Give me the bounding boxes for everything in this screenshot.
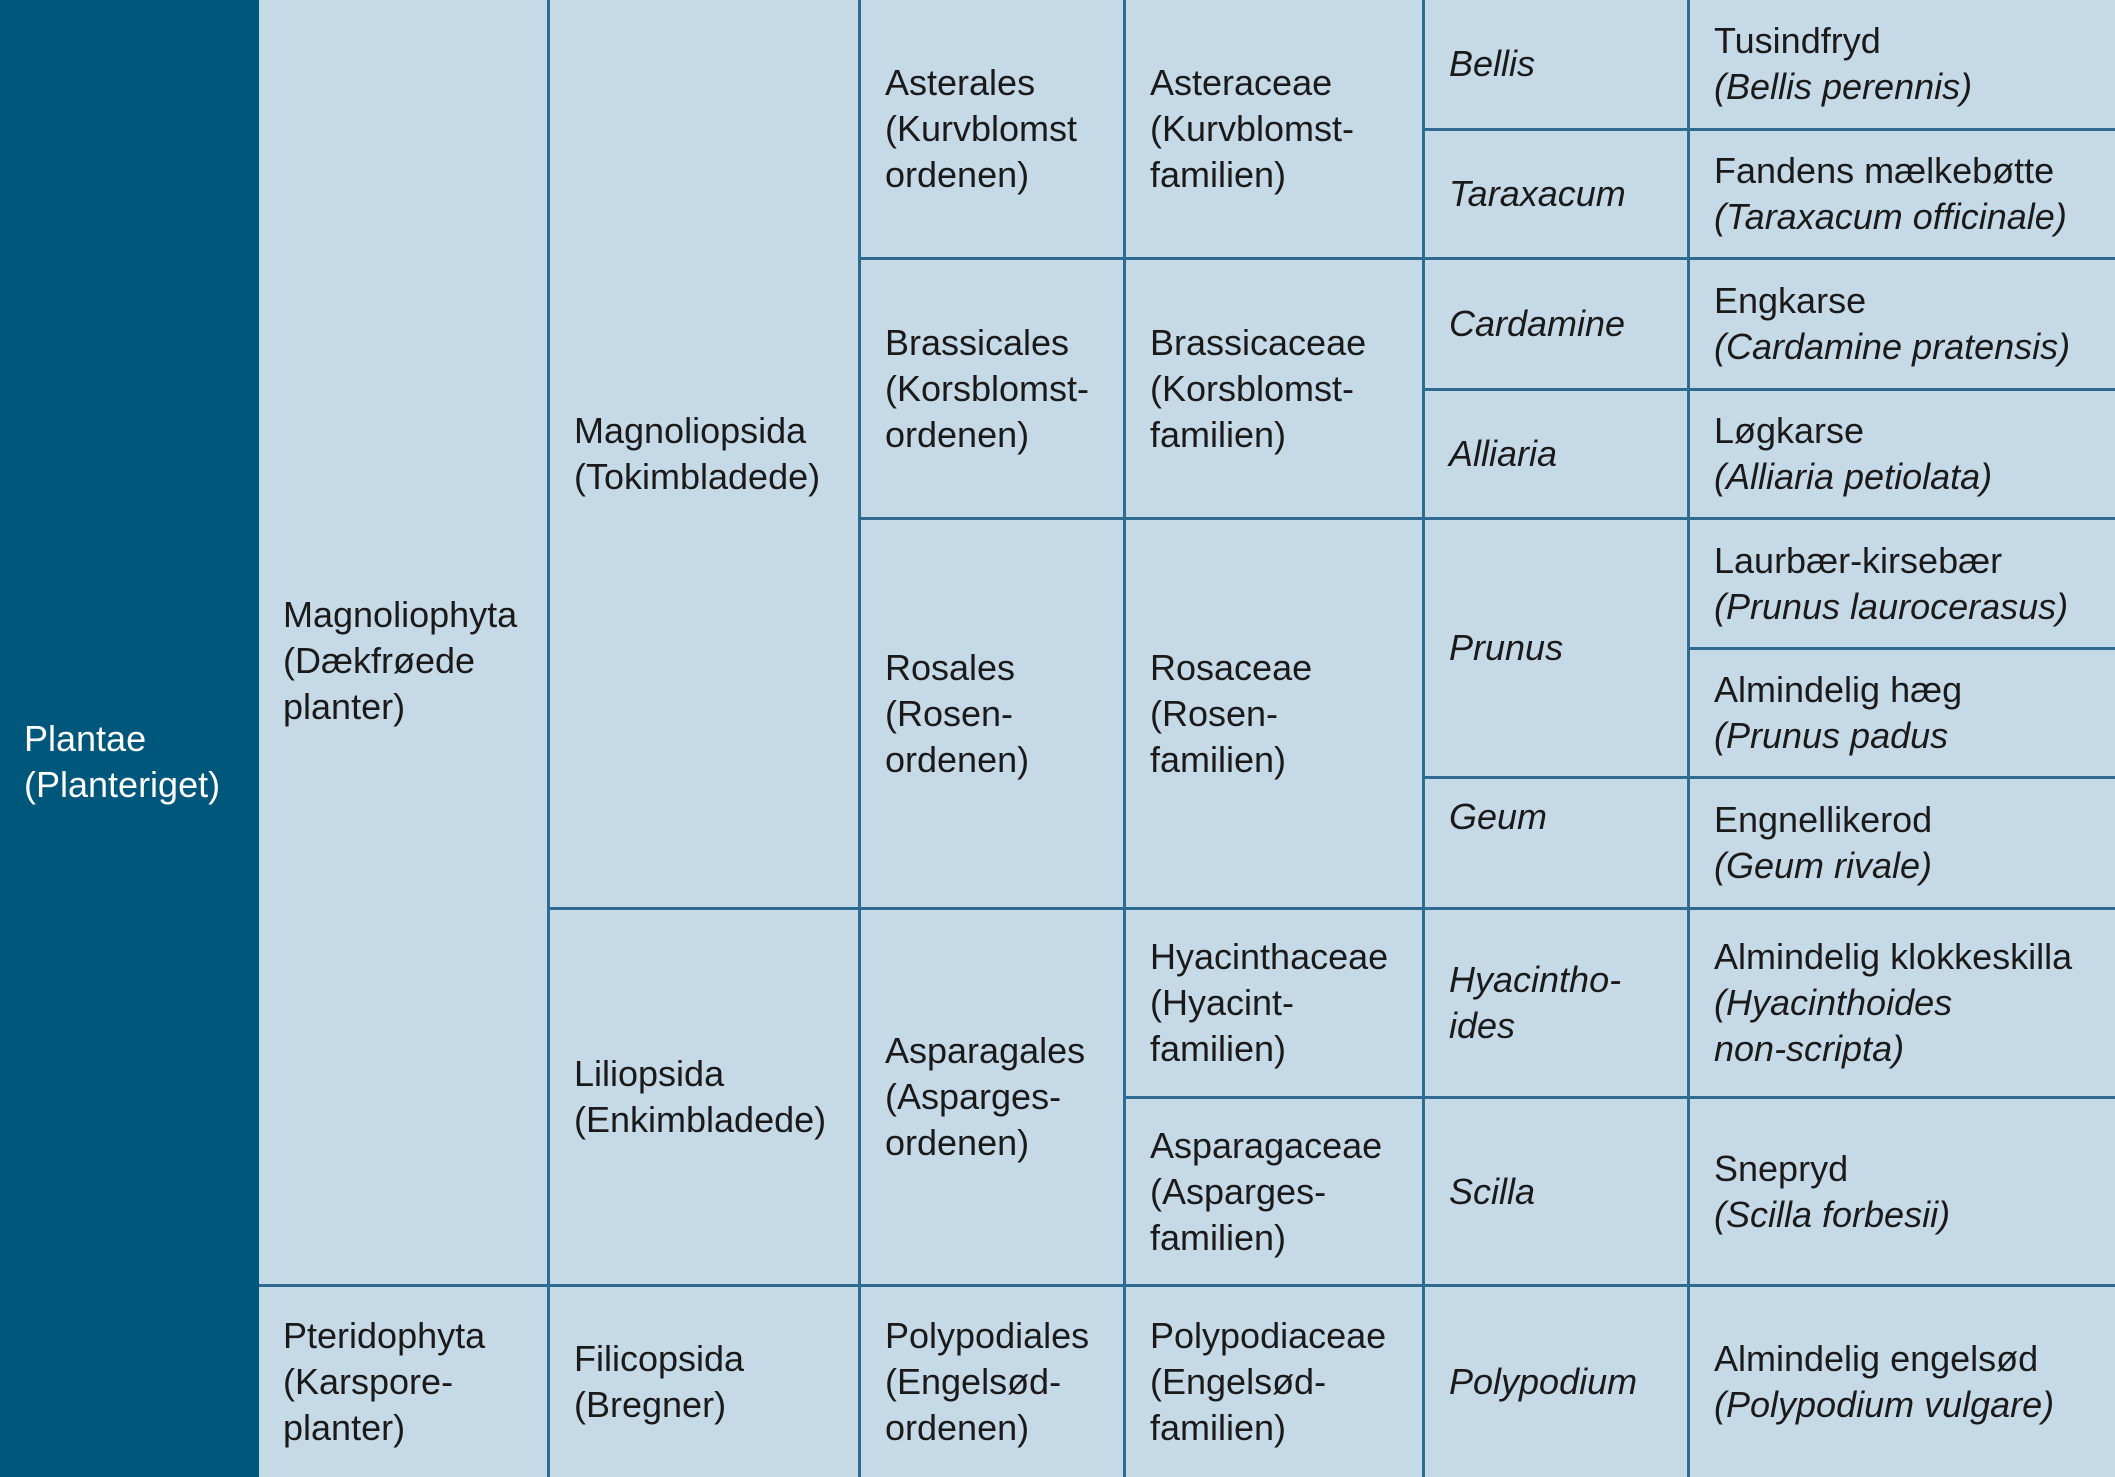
species-common-name: Snepryd bbox=[1714, 1147, 1849, 1189]
family-name: Asparagaceae (Asparges- familien) bbox=[1150, 1124, 1383, 1258]
genus-name: Cardamine bbox=[1449, 303, 1626, 344]
order-cell-asparagales bbox=[861, 910, 1126, 1287]
species-cell-loegkarse bbox=[1690, 391, 2115, 520]
genus-cell-hyacinthoides bbox=[1425, 910, 1690, 1099]
order-name: Asparagales (Asparges- ordenen) bbox=[885, 1030, 1086, 1163]
species-scientific-name: (Scilla forbesii) bbox=[1714, 1193, 1951, 1235]
order-name: Asterales (Kurvblomst ordenen) bbox=[885, 61, 1078, 195]
family-name: Rosaceae (Rosen- familien) bbox=[1150, 646, 1313, 780]
species-cell-almindelig-engelsoed bbox=[1690, 1287, 2115, 1477]
class-cell-liliopsida bbox=[550, 910, 861, 1287]
genus-cell-prunus bbox=[1425, 520, 1690, 779]
family-cell-asparagaceae bbox=[1126, 1099, 1425, 1287]
family-cell-polypodiaceae bbox=[1126, 1287, 1425, 1477]
order-cell-polypodiales bbox=[861, 1287, 1126, 1477]
division-name: Pteridophyta (Karspore- planter) bbox=[283, 1315, 486, 1448]
genus-cell-cardamine bbox=[1425, 260, 1690, 391]
species-cell-engkarse bbox=[1690, 260, 2115, 391]
species-cell-snepryd bbox=[1690, 1099, 2115, 1287]
species-scientific-name: (Bellis perennis) bbox=[1714, 66, 1973, 107]
genus-cell-polypodium bbox=[1425, 1287, 1690, 1477]
species-cell-fandens-maelkeboette bbox=[1690, 131, 2115, 260]
genus-name: Geum bbox=[1449, 796, 1548, 837]
species-scientific-name: (Hyacinthoides non-scripta) bbox=[1714, 982, 1953, 1069]
species-scientific-name: (Prunus laurocerasus) bbox=[1714, 585, 2069, 627]
class-cell-magnoliopsida bbox=[550, 0, 861, 910]
genus-name: Hyacintho- ides bbox=[1449, 959, 1622, 1046]
species-common-name: Laurbær-kirsebær bbox=[1714, 539, 2003, 581]
species-cell-almindelig-klokkeskilla bbox=[1690, 910, 2115, 1099]
species-scientific-name: (Cardamine pratensis) bbox=[1714, 326, 2071, 367]
family-cell-hyacinthaceae bbox=[1126, 910, 1425, 1099]
species-cell-tusindfryd bbox=[1690, 0, 2115, 131]
family-cell-rosaceae bbox=[1126, 520, 1425, 910]
class-cell-filicopsida bbox=[550, 1287, 861, 1477]
genus-name: Prunus bbox=[1449, 627, 1564, 668]
species-common-name: Engkarse bbox=[1714, 280, 1867, 321]
species-common-name: Fandens mælkebøtte bbox=[1714, 150, 2055, 191]
species-common-name: Almindelig klokkeskilla bbox=[1714, 936, 2073, 977]
class-name: Magnoliopsida (Tokimbladede) bbox=[574, 409, 821, 497]
order-name: Polypodiales (Engelsød- ordenen) bbox=[885, 1315, 1090, 1448]
genus-name: Alliaria bbox=[1449, 433, 1558, 474]
genus-cell-alliaria bbox=[1425, 391, 1690, 520]
genus-name: Polypodium bbox=[1449, 1361, 1638, 1402]
division-name: Magnoliophyta (Dækfrøede planter) bbox=[283, 594, 518, 727]
genus-cell-scilla bbox=[1425, 1099, 1690, 1287]
genus-name: Taraxacum bbox=[1449, 173, 1626, 214]
genus-cell-bellis bbox=[1425, 0, 1690, 131]
species-common-name: Løgkarse bbox=[1714, 410, 1865, 451]
division-cell-magnoliophyta bbox=[259, 0, 550, 1287]
kingdom-name: Plantae (Planteriget) bbox=[24, 717, 221, 805]
genus-cell-taraxacum bbox=[1425, 131, 1690, 260]
family-name: Asteraceae (Kurvblomst- familien) bbox=[1150, 61, 1355, 195]
class-name: Filicopsida (Bregner) bbox=[574, 1338, 745, 1425]
family-name: Hyacinthaceae (Hyacint- familien) bbox=[1150, 936, 1389, 1069]
species-scientific-name: (Taraxacum officinale) bbox=[1714, 196, 2067, 237]
genus-name: Bellis bbox=[1449, 43, 1536, 84]
family-cell-brassicaceae bbox=[1126, 260, 1425, 520]
species-common-name: Engnellikerod bbox=[1714, 799, 1933, 840]
order-name: Brassicales (Korsblomst- ordenen) bbox=[885, 321, 1090, 455]
species-common-name: Almindelig hæg bbox=[1714, 669, 1963, 710]
species-scientific-name: (Polypodium vulgare) bbox=[1714, 1384, 2055, 1425]
species-scientific-name: (Geum rivale) bbox=[1714, 845, 1933, 886]
family-name: Polypodiaceae (Engelsød- familien) bbox=[1150, 1315, 1387, 1448]
order-cell-rosales bbox=[861, 520, 1126, 910]
genus-cell-geum bbox=[1425, 779, 1690, 910]
division-cell-pteridophyta bbox=[259, 1287, 550, 1477]
family-cell-asteraceae bbox=[1126, 0, 1425, 260]
family-name: Brassicaceae (Korsblomst- familien) bbox=[1150, 321, 1367, 455]
species-common-name: Almindelig engelsød bbox=[1714, 1338, 2039, 1379]
species-common-name: Tusindfryd bbox=[1714, 20, 1881, 61]
species-scientific-name: (Alliaria petiolata) bbox=[1714, 456, 1993, 497]
kingdom-cell-plantae bbox=[0, 0, 259, 1477]
order-cell-brassicales bbox=[861, 260, 1126, 520]
species-cell-almindelig-haeg bbox=[1690, 650, 2115, 779]
genus-name: Scilla bbox=[1449, 1170, 1536, 1212]
order-cell-asterales bbox=[861, 0, 1126, 260]
class-name: Liliopsida (Enkimbladede) bbox=[574, 1053, 827, 1140]
species-cell-laurbaer-kirsebaer bbox=[1690, 520, 2115, 650]
species-scientific-name: (Prunus padus bbox=[1714, 715, 1949, 756]
order-name: Rosales (Rosen- ordenen) bbox=[885, 646, 1030, 780]
species-cell-engnellikerod bbox=[1690, 779, 2115, 910]
